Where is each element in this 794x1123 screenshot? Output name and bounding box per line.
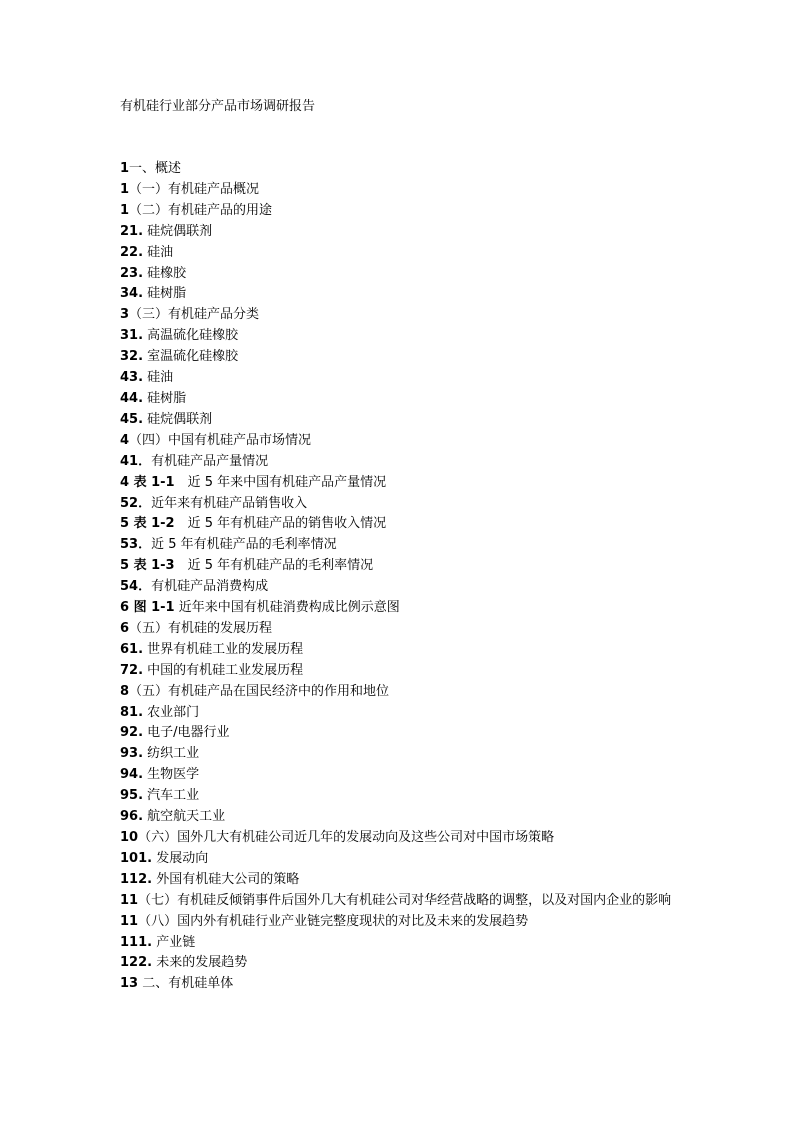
toc-entry-number: 10 [120,830,139,845]
toc-entry[interactable] [120,661,680,682]
toc-entry-number: 54． [120,579,152,595]
toc-entry-text: 近 5 年有机硅产品的毛利率情况 [174,558,374,574]
toc-entry-number: 53． [120,537,152,553]
toc-entry[interactable] [120,723,680,744]
toc-entry-number: 4 [120,432,130,448]
toc-entry-text: 硅树脂 [143,390,187,406]
toc-entry-text: 未来的发展趋势 [152,955,248,971]
toc-entry-text: 近 5 年有机硅产品的毛利率情况 [151,537,337,553]
toc-entry[interactable] [120,264,680,285]
toc-entry-number: 34. [120,286,144,302]
toc-entry-number: 81. [120,704,144,720]
toc-entry[interactable] [120,347,680,368]
toc-entry-number: 11 [120,913,139,929]
toc-entry-number: 112. [120,871,153,887]
toc-entry[interactable] [120,180,680,201]
toc-entry-number: 43. [120,370,144,386]
toc-entry-number: 11 [120,892,139,908]
toc-entry-text: （六）国外几大有机硅公司近几年的发展动向及这些公司对中国市场策略 [138,830,555,845]
toc-entry[interactable] [120,619,680,640]
toc-entry-number: 5 表 1-3 [120,558,175,574]
toc-entry-text: 外国有机硅大公司的策略 [152,871,300,887]
toc-entry[interactable] [120,598,680,619]
toc-entry[interactable] [120,452,680,473]
toc-entry-text: 硅橡胶 [143,265,187,281]
toc-entry[interactable] [120,891,680,912]
toc-entry-number: 122. [120,955,153,971]
table-of-contents [120,159,680,995]
toc-entry-number: 92. [120,725,144,741]
toc-entry-number: 5 表 1-2 [120,516,175,532]
toc-entry[interactable] [120,828,680,849]
toc-entry-number: 32. [120,349,144,365]
toc-entry[interactable] [120,494,680,515]
toc-entry-number: 93. [120,746,144,762]
toc-entry-text: （五）有机硅的发展历程 [129,620,273,636]
document-title: 有机硅行业部分产品市场调研报告 [120,99,316,114]
toc-entry-text: 有机硅产品消费构成 [151,579,269,595]
toc-entry[interactable] [120,222,680,243]
toc-entry[interactable] [120,410,680,431]
toc-entry-text: 近 5 年有机硅产品的销售收入情况 [174,516,387,532]
toc-entry[interactable] [120,201,680,222]
toc-entry-number: 8 [120,683,130,699]
toc-entry[interactable] [120,473,680,494]
toc-entry[interactable] [120,912,680,933]
toc-entry[interactable] [120,368,680,389]
toc-entry[interactable] [120,786,680,807]
toc-entry[interactable] [120,807,680,828]
toc-entry-number: 6 图 1-1 [120,600,175,616]
toc-entry-text: 汽车工业 [143,788,200,804]
toc-entry[interactable] [120,284,680,305]
toc-entry[interactable] [120,933,680,954]
toc-entry-text: 硅烷偶联剂 [143,223,213,239]
toc-entry-text: 电子/电器行业 [143,725,230,741]
toc-entry[interactable] [120,640,680,661]
toc-entry[interactable] [120,953,680,974]
toc-entry-number: 31. [120,328,144,344]
toc-entry-text: 产业链 [152,934,196,950]
toc-entry-number: 22. [120,244,144,260]
toc-entry-number: 41． [120,453,152,469]
toc-entry-text: （七）有机硅反倾销事件后国外几大有机硅公司对华经营战略的调整，以及对国内企业的影响 [138,892,672,908]
toc-entry-number: 72. [120,662,144,678]
toc-entry[interactable] [120,577,680,598]
toc-entry-text: 中国的有机硅工业发展历程 [143,662,304,678]
toc-entry-text: 近年来中国有机硅消费构成比例示意图 [174,600,400,616]
toc-entry-text: 航空航天工业 [143,809,226,825]
toc-entry[interactable] [120,849,680,870]
toc-entry-number: 95. [120,788,144,804]
toc-entry-text: 发展动向 [152,850,209,866]
toc-entry-text: 世界有机硅工业的发展历程 [143,641,304,657]
toc-entry[interactable] [120,243,680,264]
toc-entry-text: 硅烷偶联剂 [143,411,213,427]
toc-entry-text: 有机硅产品产量情况 [151,453,269,469]
toc-entry-text: （二）有机硅产品的用途 [129,202,273,218]
toc-entry[interactable] [120,556,680,577]
toc-entry[interactable] [120,431,680,452]
toc-entry-text: （四）中国有机硅产品市场情况 [129,432,312,448]
toc-entry[interactable] [120,514,680,535]
toc-entry-text: 近 5 年来中国有机硅产品产量情况 [174,474,387,490]
toc-entry-text: 一、概述 [129,161,182,176]
toc-entry[interactable] [120,389,680,410]
toc-entry-number: 101. [120,850,153,866]
toc-entry-text: （一）有机硅产品概况 [129,181,260,197]
toc-entry-number: 111. [120,934,153,950]
toc-entry-number: 23. [120,265,144,281]
toc-entry-number: 96. [120,809,144,825]
toc-entry-number: 1 [120,202,130,218]
toc-entry-text: （八）国内外有机硅行业产业链完整度现状的对比及未来的发展趋势 [138,913,529,929]
toc-entry-text: 硅油 [143,370,174,386]
toc-entry[interactable] [120,305,680,326]
toc-entry-number: 44. [120,390,144,406]
toc-entry-number: 45. [120,411,144,427]
toc-entry-number: 21. [120,223,144,239]
toc-entry-text: 二、有机硅单体 [138,976,234,992]
toc-entry-text: 硅树脂 [143,286,187,302]
toc-entry[interactable] [120,159,680,180]
toc-entry-number: 3 [120,307,130,323]
toc-entry[interactable] [120,703,680,724]
toc-entry-text: 纺织工业 [143,746,200,762]
toc-entry-number: 52． [120,495,152,511]
toc-entry-text: 高温硫化硅橡胶 [143,328,239,344]
toc-entry-number: 94. [120,767,144,783]
toc-entry[interactable] [120,682,680,703]
toc-entry[interactable] [120,870,680,891]
toc-entry-text: 室温硫化硅橡胶 [143,349,239,365]
toc-entry[interactable] [120,974,680,995]
toc-entry-number: 13 [120,976,139,992]
toc-entry-number: 1 [120,161,130,176]
toc-entry-text: 农业部门 [143,704,200,720]
toc-entry-text: （三）有机硅产品分类 [129,307,260,323]
toc-entry-number: 1 [120,181,130,197]
toc-entry[interactable] [120,765,680,786]
toc-entry-number: 61. [120,641,144,657]
toc-entry-number: 6 [120,620,130,636]
toc-entry-text: 近年来有机硅产品销售收入 [151,495,308,511]
toc-entry-text: （五）有机硅产品在国民经济中的作用和地位 [129,683,390,699]
toc-entry-number: 4 表 1-1 [120,474,175,490]
toc-entry[interactable] [120,535,680,556]
toc-entry-text: 生物医学 [143,767,200,783]
toc-entry-text: 硅油 [143,244,174,260]
toc-entry[interactable] [120,326,680,347]
toc-entry[interactable] [120,744,680,765]
